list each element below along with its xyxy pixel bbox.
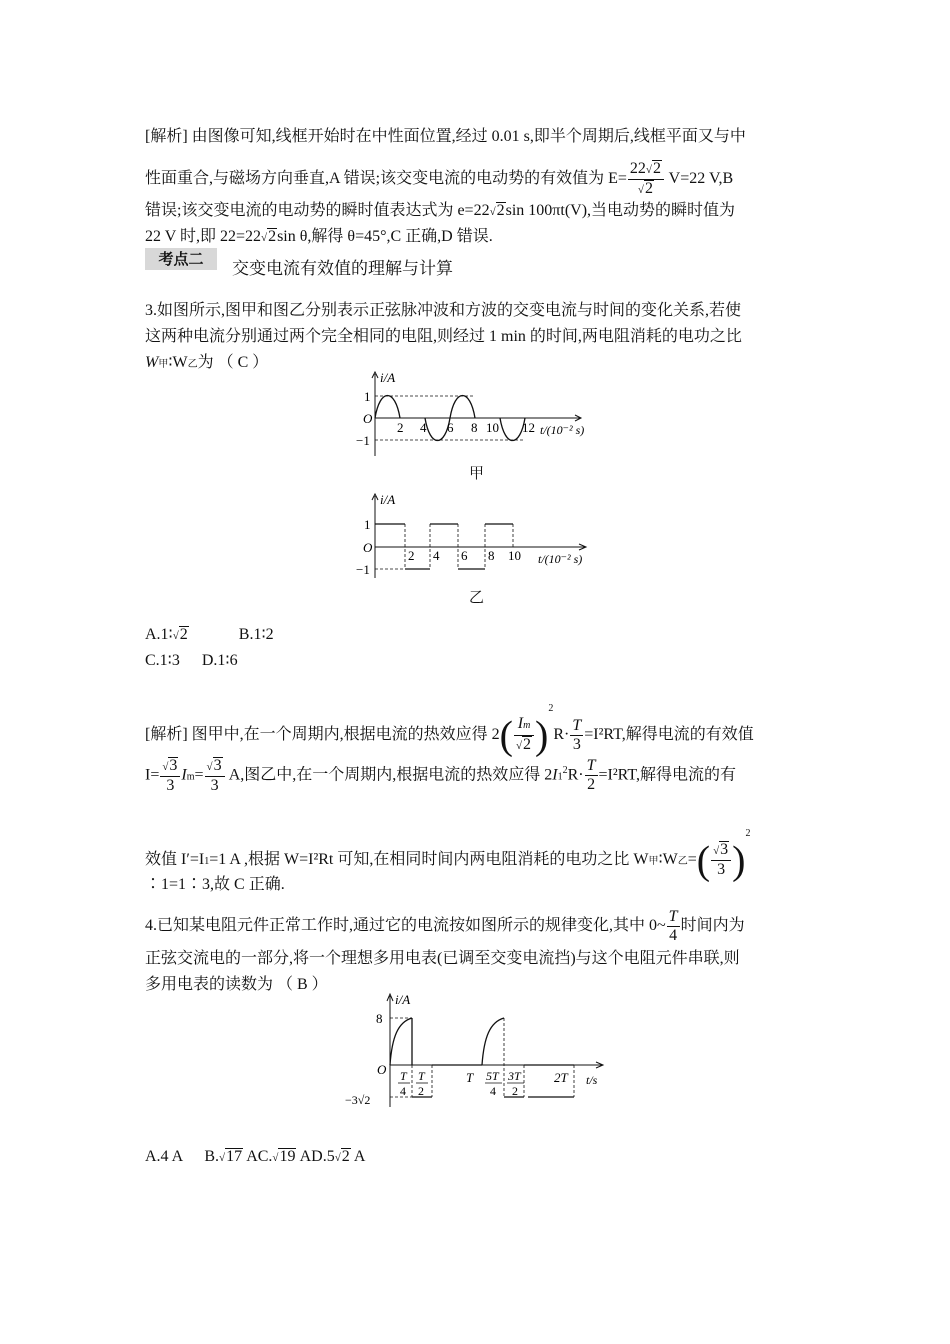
- caption-jia: 甲: [469, 466, 485, 482]
- subscript: 甲: [158, 359, 169, 370]
- root-sign: √: [334, 1152, 341, 1164]
- text: A: [350, 1148, 366, 1165]
- root-sign: √: [637, 184, 644, 196]
- text: sin θ,解得 θ=45°,C 正确,D 错误.: [277, 228, 493, 245]
- q4-options: [145, 1146, 365, 1169]
- text: 为 （ C ）: [197, 354, 269, 371]
- text: =I²RT,解得电流的有效值: [584, 726, 754, 743]
- fraction: [711, 841, 731, 879]
- radicand: 19: [279, 1148, 296, 1165]
- q3-line-1: 3.如图所示,图甲和图乙分别表示正弦脉冲波和方波的交变电流与时间的变化关系,若使: [145, 302, 742, 319]
- y-axis-label: i/A: [380, 370, 396, 385]
- y-tick-neg1: −1: [356, 562, 370, 577]
- q3-line-3: [145, 352, 268, 376]
- x-tick: T: [466, 1070, 474, 1085]
- root-sign: √: [489, 206, 496, 218]
- text: sin 100πt(V),当电动势的瞬时值为: [505, 202, 736, 219]
- radicand: 2: [179, 626, 188, 643]
- q4-line-2: 正弦交流电的一部分,将一个理想多用电表(已调至交变电流挡)与这个电阻元件串联,则: [145, 950, 740, 967]
- text: 时间内为: [680, 917, 745, 934]
- sol3-line-4: ∶1=1∶3,故 C 正确.: [145, 876, 285, 893]
- root-sign: √: [713, 845, 720, 858]
- denominator: 3: [210, 776, 219, 794]
- subscript: m: [186, 771, 195, 783]
- text: ∶W: [658, 851, 678, 868]
- radicand: 2: [523, 736, 532, 754]
- radicand: 3: [213, 756, 222, 774]
- current-symbol: I: [552, 766, 558, 784]
- text: V=22 V,B: [664, 170, 734, 188]
- x-tick-den: 2: [418, 1084, 424, 1098]
- root-sign: √: [172, 630, 179, 642]
- y-tick-1: 1: [364, 389, 371, 404]
- radicand: 2: [496, 202, 505, 219]
- subscript: 乙: [677, 856, 688, 867]
- option-b: B.: [204, 1148, 220, 1165]
- subscript: 1: [204, 856, 210, 867]
- period-symbol: T: [572, 716, 582, 734]
- paren: (: [696, 837, 711, 883]
- paren: ): [535, 712, 549, 758]
- x-tick-den: 2: [512, 1084, 518, 1098]
- x-tick-den: 4: [490, 1084, 496, 1098]
- graph-current-waveform: [340, 992, 620, 1112]
- y-tick-8: 8: [376, 1011, 383, 1026]
- q4-line-3: 多用电表的读数为 （ B ）: [145, 976, 328, 993]
- root-sign: √: [272, 1152, 279, 1164]
- x-tick: 12: [522, 420, 535, 435]
- fraction: [205, 757, 225, 795]
- option-a: A.4 A: [145, 1148, 183, 1165]
- x-axis-label: t/s: [586, 1073, 598, 1087]
- denominator: 3: [717, 861, 726, 879]
- exponent: 2: [745, 828, 751, 839]
- origin: O: [363, 540, 373, 555]
- text: =I²RT,解得电流的有: [598, 766, 736, 784]
- sol3-line-2: [145, 748, 736, 800]
- root-sign: √: [516, 740, 523, 753]
- subscript: 1: [557, 771, 563, 783]
- x-tick: 10: [486, 420, 499, 435]
- x-tick: 6: [447, 420, 454, 435]
- radicand: 17: [226, 1148, 243, 1165]
- exponent: 2: [548, 703, 554, 714]
- radicand: 2: [268, 228, 277, 245]
- x-tick: 6: [461, 548, 468, 563]
- fraction: [628, 160, 664, 199]
- solution-line-2: [145, 160, 733, 199]
- text: R·: [567, 766, 584, 784]
- denominator: 3: [572, 735, 581, 753]
- option-c: C.1∶3: [145, 652, 180, 669]
- text: 错误;该交变电流的电动势的瞬时值表达式为 e=22: [145, 202, 490, 219]
- paren: (: [499, 712, 513, 758]
- exponent: 2: [562, 765, 568, 776]
- solution-line-3: [145, 200, 735, 223]
- fraction: [667, 908, 680, 945]
- text: A,图乙中,在一个周期内,根据电流的热效应得 2: [225, 766, 553, 784]
- solution-line-4: [145, 226, 493, 249]
- y-axis-label: i/A: [380, 492, 396, 507]
- x-tick-den: 4: [400, 1084, 406, 1098]
- root-sign: √: [206, 760, 213, 773]
- root-sign: √: [645, 164, 652, 176]
- x-tick-num: T: [418, 1069, 425, 1083]
- x-tick-num: T: [400, 1069, 407, 1083]
- x-axis-label: t/(10⁻² s): [540, 423, 585, 437]
- solution-line-1: [解析] 由图像可知,线框开始时在中性面位置,经过 0.01 s,即半个周期后,线框平面又与中: [145, 128, 746, 145]
- numerator: 22: [629, 160, 646, 177]
- root-sign: √: [261, 232, 268, 244]
- x-tick-num: 5T: [486, 1069, 499, 1083]
- option-d: AD.5: [299, 1148, 335, 1165]
- root-sign: √: [219, 1152, 226, 1164]
- x-tick-num: 3T: [508, 1069, 521, 1083]
- y-tick-neg: −3√2: [345, 1093, 371, 1107]
- text: I=: [145, 766, 160, 784]
- subscript: 甲: [648, 856, 659, 867]
- radicand: 2: [644, 180, 653, 197]
- radicand: 2: [652, 160, 661, 177]
- text: W: [145, 354, 159, 371]
- section-title: 交变电流有效值的理解与计算: [232, 259, 453, 279]
- option-c: AC.: [246, 1148, 273, 1165]
- x-tick: 2T: [554, 1070, 568, 1085]
- text: =: [194, 766, 204, 784]
- y-tick-neg1: −1: [356, 433, 370, 448]
- text: 4.已知某电阻元件正常工作时,通过它的电流按如图所示的规律变化,其中 0~: [145, 917, 666, 934]
- x-tick: 2: [397, 420, 404, 435]
- x-tick: 4: [433, 548, 440, 563]
- denominator: 4: [669, 926, 678, 944]
- text: I: [181, 766, 187, 784]
- subscript: 乙: [187, 359, 198, 370]
- y-tick-1: 1: [364, 517, 371, 532]
- fraction: [585, 757, 598, 794]
- current-symbol: I: [517, 715, 524, 733]
- text: 22 V 时,即 22=22: [145, 228, 262, 245]
- option-a: A.1∶: [145, 626, 173, 643]
- text: ∶W: [168, 354, 188, 371]
- q4-line-1: [145, 904, 745, 948]
- subscript: m: [523, 720, 531, 732]
- x-tick: 2: [408, 548, 415, 563]
- fraction: [160, 757, 180, 795]
- denominator: 2: [587, 776, 596, 794]
- section-badge: 考点二: [145, 248, 217, 270]
- origin: O: [377, 1062, 387, 1077]
- text: 效值 I′=I: [145, 851, 205, 868]
- origin: O: [363, 411, 373, 426]
- radicand: 3: [169, 756, 178, 774]
- caption-yi: 乙: [469, 590, 485, 606]
- period-symbol: T: [668, 907, 678, 925]
- text: =: [687, 851, 697, 868]
- x-tick: 10: [508, 548, 521, 563]
- paren: ): [732, 837, 746, 883]
- root-sign: √: [162, 760, 169, 773]
- period-symbol: T: [586, 757, 596, 775]
- text: =1 A ,根据 W=I²Rt 可知,在相同时间内两电阻消耗的电功之比 W: [209, 851, 649, 868]
- x-axis-label: t/(10⁻² s): [538, 552, 583, 566]
- graph-sine-pulse: [350, 368, 610, 463]
- text: 性面重合,与磁场方向垂直,A 错误;该交变电流的电动势的有效值为 E=: [145, 170, 627, 188]
- q3-line-2: 这两种电流分别通过两个完全相同的电阻,则经过 1 min 的时间,两电阻消耗的电功之比: [145, 328, 742, 345]
- x-tick: 8: [471, 420, 478, 435]
- radicand: 2: [341, 1148, 350, 1165]
- option-b: B.1∶2: [238, 626, 274, 643]
- denominator: 3: [166, 776, 175, 794]
- q3-options-row-1: [145, 624, 274, 647]
- x-tick: 8: [488, 548, 495, 563]
- text: [解析] 图甲中,在一个周期内,根据电流的热效应得 2: [145, 726, 500, 743]
- q3-options-row-2: [145, 650, 238, 672]
- x-tick: 4: [420, 420, 427, 435]
- graph-square-wave: [350, 490, 610, 580]
- radicand: 3: [720, 841, 729, 859]
- text: R·: [553, 726, 570, 743]
- option-d: D.1∶6: [201, 652, 238, 669]
- y-axis-label: i/A: [395, 992, 411, 1007]
